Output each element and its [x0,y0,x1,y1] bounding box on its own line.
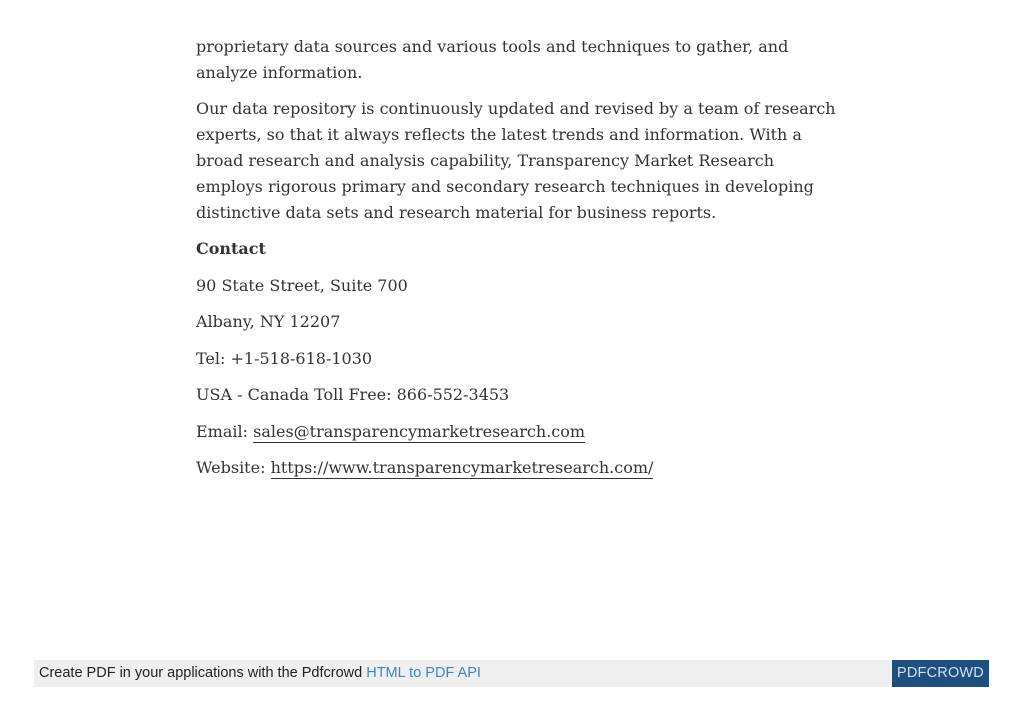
footer-text [39,660,481,687]
telephone: Tel: +1-518-618-1030 [196,348,373,368]
address-line-2: Albany, NY 12207 [196,312,341,331]
pdfcrowd-footer [34,660,989,687]
toll-free-number: USA - Canada Toll Free: 866-552-3453 [196,385,510,404]
website-link[interactable]: https://www.transparencymarketresearch.com/ [270,458,654,477]
website-line [196,455,836,481]
email-link[interactable]: sales@transparencymarketresearch.com [253,421,586,441]
address-line-1: 90 State Street, Suite 700 [196,275,408,295]
paragraph-repository: Our data repository is continuously updated and revised by a team of research experts, so that it always reflects the latest trends and information. With a broad research and analysis capability, Transparency Market Research employs rigorous primary and secondary research techniques in developing distinctive data sets and research material for business reports. [196,99,836,222]
paragraph-sources: proprietary data sources and various tools and techniques to gather, and analyze information. [196,37,789,82]
pdfcrowd-brand-link[interactable]: PDFCROWD [892,660,989,687]
html-to-pdf-api-link[interactable]: HTML to PDF API [366,665,481,681]
footer-caption: Create PDF in your applications with the Pdfcrowd [39,665,367,681]
email-line [196,419,836,445]
contact-heading: Contact [196,239,266,258]
document-content [196,34,836,492]
email-label: Email: [196,421,254,441]
website-label: Website: [196,458,271,477]
